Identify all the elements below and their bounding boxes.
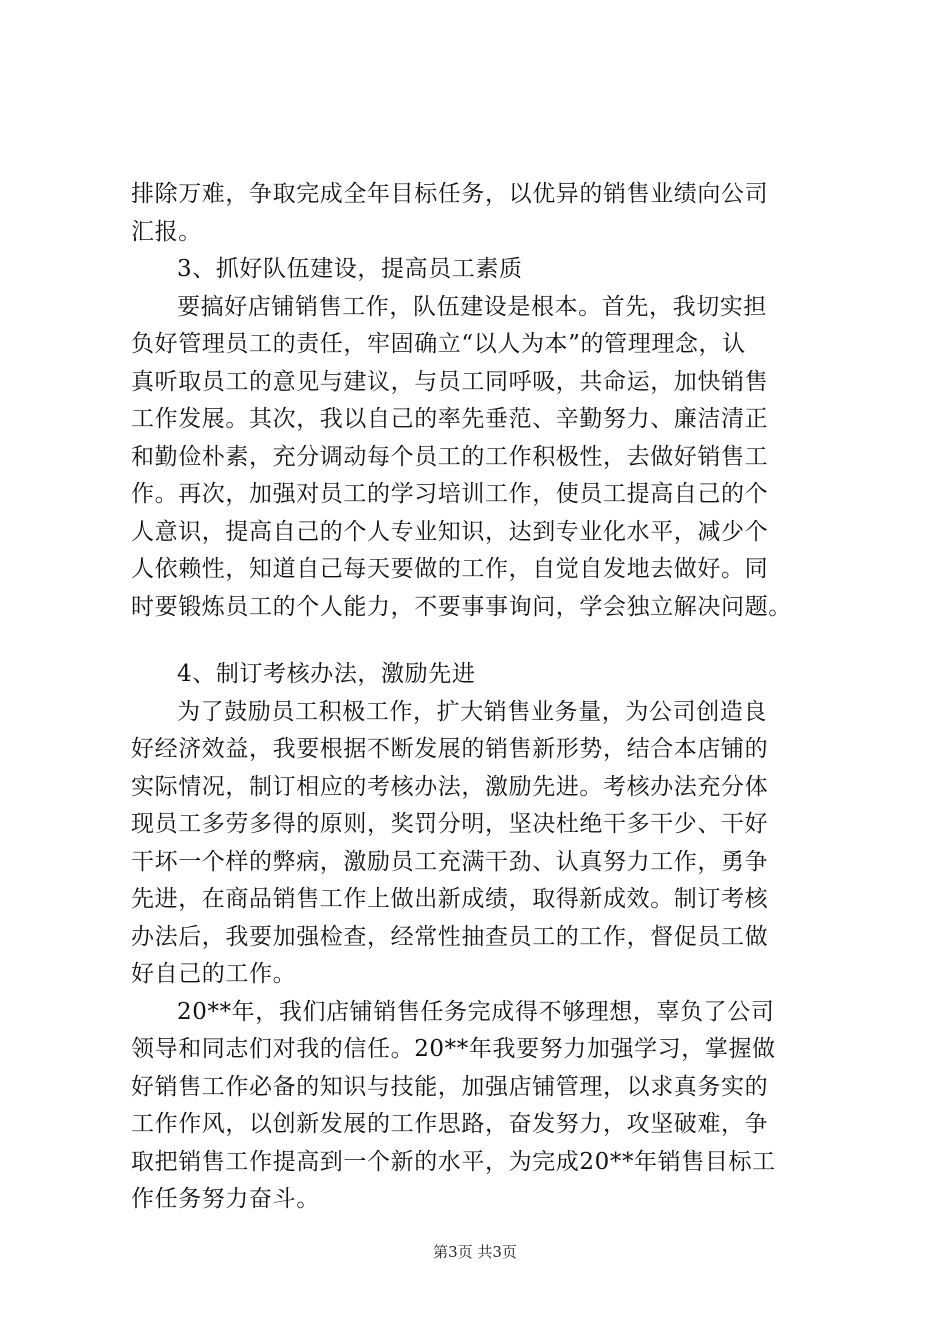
text-line: 好经济效益，我要根据不断发展的销售新形势，结合本店铺的 [131,736,769,762]
text-line: 作。再次，加强对员工的学习培训工作，使员工提高自己的个 [131,481,769,507]
paragraph-start: 20**年，我们店铺销售任务完成得不够理想，辜负了公司 [177,998,775,1025]
text-line: 先进，在商品销售工作上做出新成绩，取得新成效。制订考核 [131,886,769,912]
text-line: 实际情况，制订相应的考核办法，激励先进。考核办法充分体 [131,773,769,800]
paragraph-gap [131,626,843,656]
text-line: 时要锻炼员工的个人能力，不要事事询问，学会独立解决问题。 [131,593,792,620]
text-line: 工作发展。其次，我以自己的率先垂范、辛勤努力、廉洁清正 [131,406,769,432]
text-line: 作任务努力奋斗。 [131,1186,320,1212]
text-line: 好自己的工作。 [131,961,297,987]
document-body [131,176,843,1219]
text-line: 真听取员工的意见与建议，与员工同呼吸，共命运，加快销售 [131,368,769,395]
section-heading-4: 4、制订考核办法，激励先进 [177,661,476,687]
text-line: 办法后，我要加强检查，经常性抽查员工的工作，督促员工做 [131,923,769,950]
text-line: 汇报。 [131,218,202,245]
text-line: 取把销售工作提高到一个新的水平，为完成20**年销售目标工 [131,1148,776,1175]
paragraph-start: 为了鼓励员工积极工作，扩大销售业务量，为公司创造良 [177,698,767,725]
text-line: 负好管理员工的责任，牢固确立“以人为本”的管理理念，认 [131,331,746,357]
text-line: 现员工多劳多得的原则，奖罚分明，坚决杜绝干多干少、干好 [131,811,769,837]
text-line: 领导和同志们对我的信任。20**年我要努力加强学习，掌握做 [131,1036,776,1062]
text-line: 人意识，提高自己的个人专业知识，达到专业化水平，减少个 [131,518,769,545]
text-line: 和勤俭朴素，充分调动每个员工的工作积极性，去做好销售工 [131,443,769,470]
text-line: 排除万难，争取完成全年目标任务，以优异的销售业绩向公司 [131,181,769,207]
section-heading-3: 3、抓好队伍建设，提高员工素质 [177,256,523,282]
text-line: 好销售工作必备的知识与技能，加强店铺管理，以求真务实的 [131,1073,769,1100]
page-footer: 第3页 共3页 [433,1243,517,1261]
text-line: 干坏一个样的弊病，激励员工充满干劲、认真努力工作，勇争 [131,848,769,875]
text-line: 工作作风，以创新发展的工作思路，奋发努力，攻坚破难，争 [131,1111,769,1137]
paragraph-start: 要搞好店铺销售工作，队伍建设是根本。首先，我切实担 [177,293,767,320]
text-line: 人依赖性，知道自己每天要做的工作，自觉自发地去做好。同 [131,556,769,582]
